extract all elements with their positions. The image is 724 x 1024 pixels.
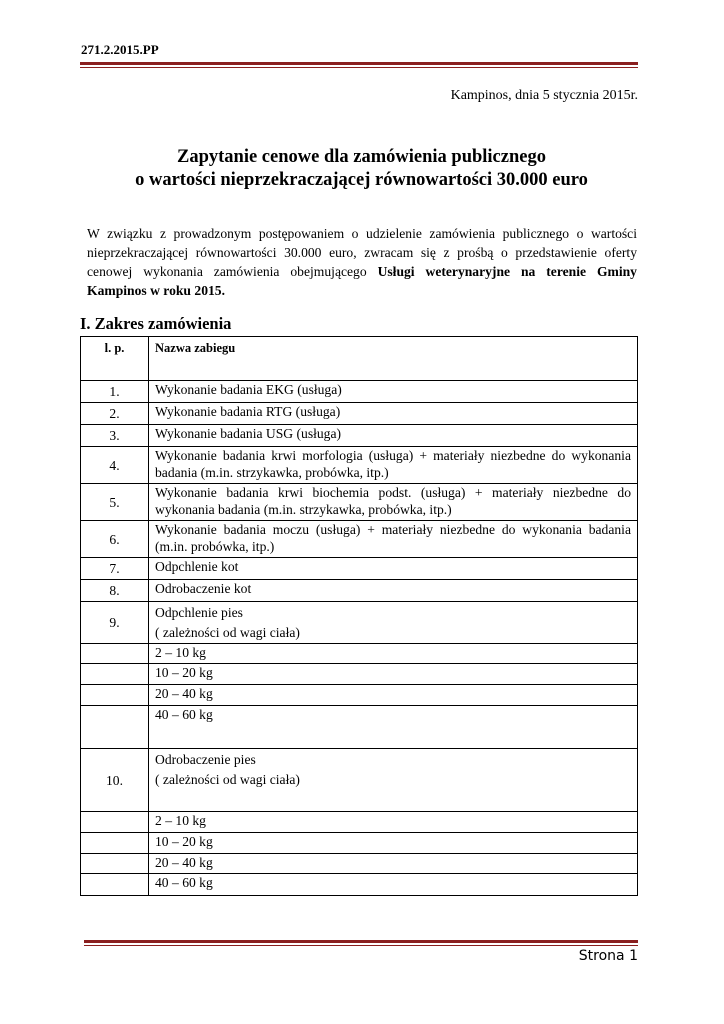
empty-lp-cell	[81, 706, 149, 749]
scope-table	[80, 336, 638, 896]
weight-range: 10 – 20 kg	[149, 833, 638, 854]
weight-range: 40 – 60 kg	[149, 706, 638, 749]
row-lp: 3.	[81, 425, 149, 447]
title-line-1: Zapytanie cenowe dla zamówienia publicznego	[177, 147, 546, 167]
row-lp: 1.	[81, 381, 149, 403]
row-lp: 6.	[81, 521, 149, 558]
weight-range: 40 – 60 kg	[149, 874, 638, 896]
row-lp: 2.	[81, 403, 149, 425]
row-subtitle: ( zależności od wagi ciała)	[155, 625, 300, 640]
weight-range: 20 – 40 kg	[149, 685, 638, 706]
weight-row	[81, 644, 638, 664]
weight-row	[81, 664, 638, 685]
page-number: Strona 1	[578, 948, 638, 964]
intro-text: W związku z prowadzonym postępowaniem o udzielenie zamówienia publicznego o wartości nieprzekraczającej równowartości 30.000 euro, zwracam się z prośbą o przedstawienie oferty cenowej wykonania zamówienia obejmującego	[87, 226, 637, 279]
empty-lp-cell	[81, 833, 149, 854]
table-row	[81, 403, 638, 425]
document-reference: 271.2.2015.PP	[81, 42, 159, 57]
footer-rule-thin	[84, 945, 638, 946]
row-lp: 7.	[81, 558, 149, 580]
intro-bold-subject: Usługi weterynaryjne na terenie Gminy Kampinos w roku 2015.	[87, 264, 637, 298]
table-row	[81, 484, 638, 521]
row-name: Wykonanie badania krwi morfologia (usługa) + materiały niezbedne do wykonania badania (m.in. strzykawka, probówka, itp.)	[149, 447, 638, 484]
footer-rule-thick	[84, 940, 638, 943]
empty-lp-cell	[81, 854, 149, 874]
row-lp: 10.	[81, 749, 149, 812]
table-row	[81, 602, 638, 644]
document-title	[80, 146, 643, 192]
table-row	[81, 558, 638, 580]
row-subtitle: ( zależności od wagi ciała)	[155, 772, 300, 787]
weight-range: 10 – 20 kg	[149, 664, 638, 685]
section-heading: I. Zakres zamówienia	[80, 314, 232, 333]
row-name-multiline	[149, 602, 638, 644]
row-name: Wykonanie badania moczu (usługa) + materiały niezbedne do wykonania badania (m.in. probówka, itp.)	[149, 521, 638, 558]
weight-range: 20 – 40 kg	[149, 854, 638, 874]
row-name: Odpchlenie pies	[155, 605, 243, 620]
table-row	[81, 749, 638, 812]
empty-lp-cell	[81, 664, 149, 685]
empty-lp-cell	[81, 644, 149, 664]
weight-range: 2 – 10 kg	[149, 812, 638, 833]
row-name: Odpchlenie kot	[149, 558, 638, 580]
header-name: Nazwa zabiegu	[149, 337, 638, 381]
date-line: Kampinos, dnia 5 stycznia 2015r.	[450, 88, 638, 103]
header-rule-thick	[80, 62, 638, 65]
weight-range: 2 – 10 kg	[149, 644, 638, 664]
weight-row	[81, 854, 638, 874]
empty-lp-cell	[81, 812, 149, 833]
row-lp: 5.	[81, 484, 149, 521]
row-lp: 9.	[81, 602, 149, 644]
weight-row	[81, 706, 638, 749]
row-name: Wykonanie badania krwi biochemia podst. (usługa) + materiały niezbedne do wykonania badania (m.in. strzykawka, probówka, itp.)	[149, 484, 638, 521]
weight-row	[81, 812, 638, 833]
row-name-multiline	[149, 749, 638, 812]
empty-lp-cell	[81, 874, 149, 896]
row-name: Wykonanie badania USG (usługa)	[149, 425, 638, 447]
row-name: Wykonanie badania RTG (usługa)	[149, 403, 638, 425]
weight-row	[81, 874, 638, 896]
row-lp: 4.	[81, 447, 149, 484]
weight-row	[81, 833, 638, 854]
table-row	[81, 425, 638, 447]
title-line-2: o wartości nieprzekraczającej równowartości 30.000 euro	[135, 170, 588, 190]
row-name: Wykonanie badania EKG (usługa)	[149, 381, 638, 403]
header-rule-thin	[80, 67, 638, 68]
table-row	[81, 521, 638, 558]
intro-paragraph	[87, 224, 637, 300]
table-header-row	[81, 337, 638, 381]
empty-lp-cell	[81, 685, 149, 706]
row-lp: 8.	[81, 580, 149, 602]
row-name: Odrobaczenie kot	[149, 580, 638, 602]
table-row	[81, 447, 638, 484]
weight-row	[81, 685, 638, 706]
table-row	[81, 381, 638, 403]
row-name: Odrobaczenie pies	[155, 752, 256, 767]
table-row	[81, 580, 638, 602]
header-lp: l. p.	[81, 337, 149, 381]
